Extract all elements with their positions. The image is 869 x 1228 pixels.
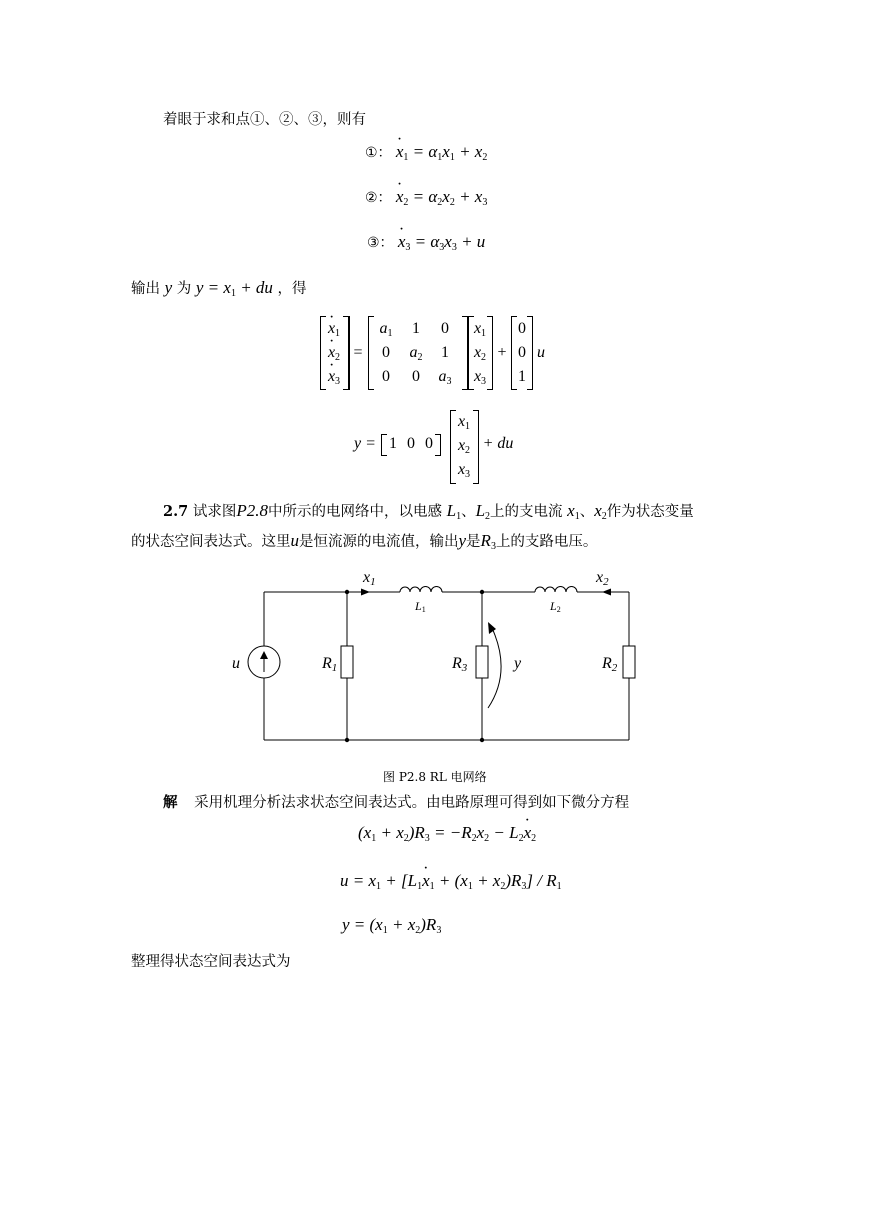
b-3: 1 [518, 368, 526, 385]
resistor-r2 [623, 646, 635, 678]
solution-line [163, 791, 629, 812]
x2-label: x [596, 569, 604, 586]
figure-caption: 图 P2.8 RL 电网络 [383, 770, 487, 784]
y-label: y [514, 655, 522, 672]
closing-text: 整理得状态空间表达式为 [131, 954, 291, 970]
a-31: 0 [382, 368, 390, 385]
inductor-l2 [535, 587, 577, 593]
svg-text:L2: L2 [550, 599, 561, 614]
intro-text: 着眼于求和点①、②、③，则有 [163, 112, 366, 128]
du-term: + du [482, 435, 514, 452]
a1-label: a [379, 320, 388, 337]
c-1: 1 [389, 435, 397, 452]
u-input: u [537, 344, 545, 361]
a-12: 1 [412, 320, 420, 337]
u-label: u [232, 655, 240, 672]
svg-text:R3: R3 [452, 655, 468, 674]
a2-label: a [409, 344, 418, 361]
equation-1: ①： $x \cdot_1 = \alpha_1x_1 + x_2$ [365, 142, 487, 163]
equation-2: ②： $x \cdot_2 = \alpha_2x_2 + x_3$ [365, 187, 487, 208]
c-3: 0 [425, 435, 433, 452]
x1-label: x [363, 569, 371, 586]
svg-text:x1: x1 [363, 569, 376, 588]
l1-label: L [415, 599, 422, 613]
a-32: 0 [412, 368, 420, 385]
r1-label: R [322, 655, 332, 672]
resistor-r1 [341, 646, 353, 678]
problem-line-2: 的状态空间表达式。这里u是恒流源的电流值，输出y是$R_3$上的支路电压。 [131, 531, 598, 552]
inductor-l1 [400, 587, 442, 593]
a-23: 1 [441, 344, 449, 361]
eq-marker-1: ①： [365, 145, 392, 161]
diff-equation-2: $u = x_1 + [L_1x \cdot_1 + (x_1 + x_2)R_3] / R_1$ [340, 871, 562, 892]
svg-text:R2: R2 [602, 655, 618, 674]
solution-label: 解 [163, 794, 178, 811]
x2-arrow-icon [602, 589, 611, 596]
y-arrow-icon [488, 622, 496, 634]
eq-marker-3: ③： [367, 235, 394, 251]
svg-text:L1: L1 [415, 599, 426, 614]
b-2: 0 [518, 344, 526, 361]
output-line: 输出 y 为 $y = x_1$ + du ，得 [131, 278, 307, 299]
r2-label: R [602, 655, 612, 672]
eq-marker-2: ②： [365, 190, 392, 206]
x1-arrow-icon [361, 589, 370, 596]
problem-number: 2.7 [163, 503, 189, 520]
r3-label: R [452, 655, 462, 672]
diff-equation-3: $y = (x_1 + x_2)R_3$ [342, 915, 442, 936]
svg-text:R1: R1 [322, 655, 338, 674]
a-21: 0 [382, 344, 390, 361]
diff-equation-1: $(x_1 + x_2)R_3 = -R_2x_2 - L_2x \cdot_2$ [358, 823, 536, 844]
l2-label: L [550, 599, 557, 613]
rl-circuit-diagram [220, 562, 660, 757]
equation-3: ③： $x \cdot_3 = \alpha_3x_3 + u$ [367, 232, 485, 253]
a3-label: a [438, 368, 447, 385]
c-2: 0 [407, 435, 415, 452]
b-1: 0 [518, 320, 526, 337]
resistor-r3 [476, 646, 488, 678]
svg-text:x2: x2 [596, 569, 609, 588]
problem-line-1: 2.7 试求图P2.8中所示的电网络中，以电感 $L_1$、$L_2$上的支电流 $x_1$、$x_2$作为状态变量 [163, 501, 694, 522]
solution-text: 采用机理分析法求状态空间表达式。由电路原理可得到如下微分方程 [194, 795, 630, 811]
a-13: 0 [441, 320, 449, 337]
